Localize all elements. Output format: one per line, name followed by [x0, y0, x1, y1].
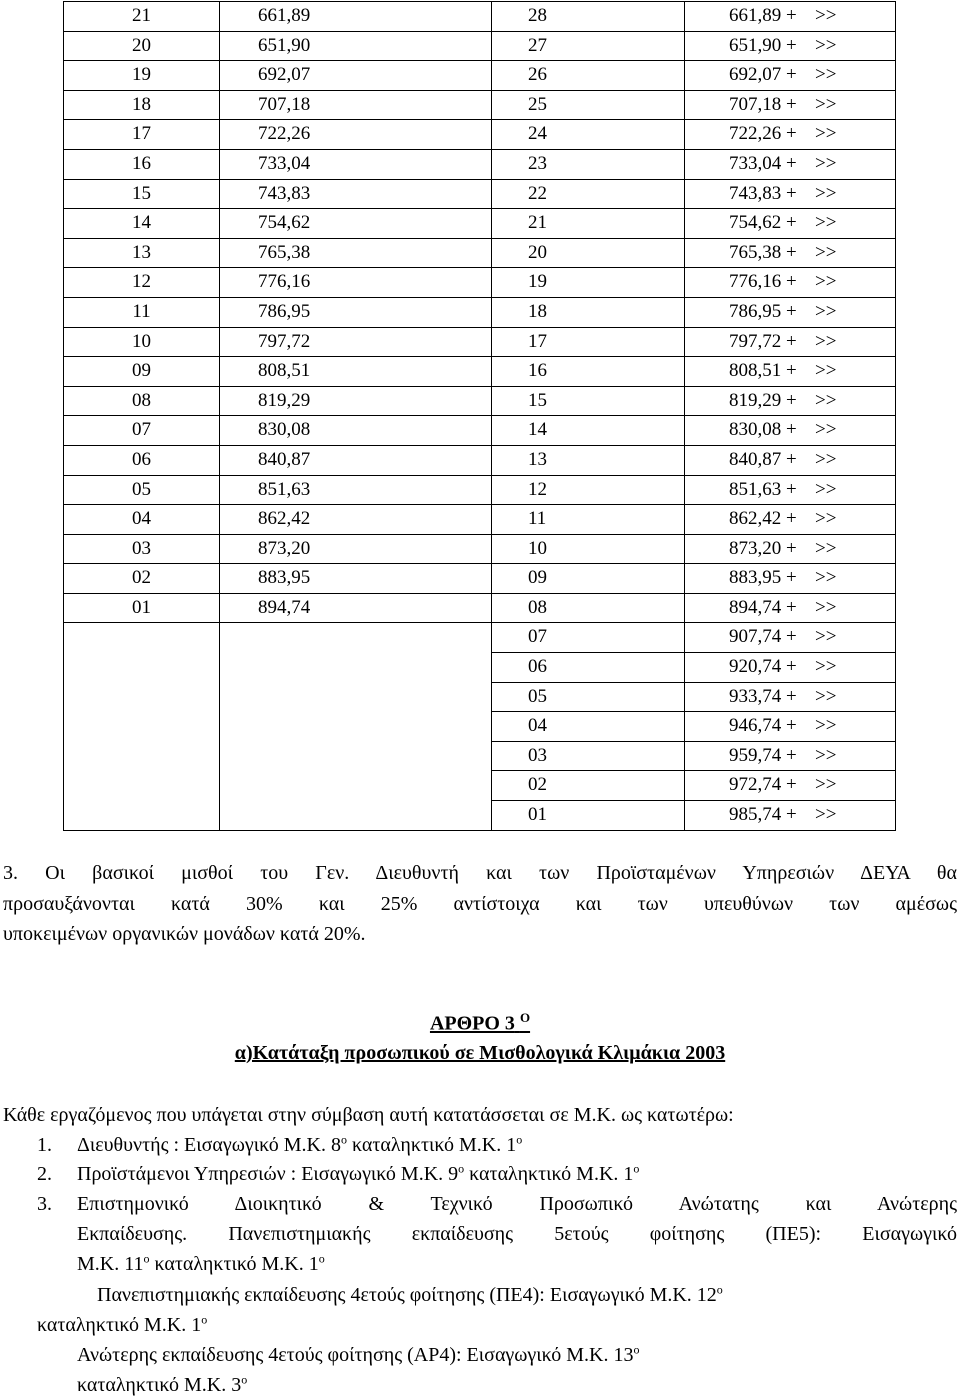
old-step-cell: 16	[64, 149, 220, 179]
te4-line-2-sup: ο	[241, 1372, 248, 1387]
new-salary-cell	[685, 2, 896, 32]
old-salary-cell: 661,89	[220, 2, 492, 32]
old-salary-cell: 851,63	[220, 475, 492, 505]
table-row	[64, 31, 896, 61]
paragraph-3-line-3: υποκειμένων οργανικών μονάδων κατά 20%.	[3, 923, 366, 945]
old-salary-cell: 743,83	[220, 179, 492, 209]
new-step-cell: 25	[492, 90, 685, 120]
suffix-value: >>	[815, 596, 837, 618]
old-step-cell	[64, 712, 220, 742]
new-step-cell: 28	[492, 2, 685, 32]
new-salary-value: 819,29 +	[729, 389, 797, 411]
new-salary-value: 743,83 +	[729, 182, 797, 204]
table-row	[64, 149, 896, 179]
paragraph-3-line-1: 3. Οι βασικοί μισθοί του Γεν. Διευθυντή και των Προϊσταμένων Υπηρεσιών ΔΕΥΑ θα	[3, 862, 957, 884]
old-salary-cell: 786,95	[220, 297, 492, 327]
new-step-cell: 07	[492, 623, 685, 653]
new-salary-cell	[685, 327, 896, 357]
old-step-cell: 11	[64, 297, 220, 327]
new-step-cell: 12	[492, 475, 685, 505]
suffix-value: >>	[815, 271, 837, 293]
new-salary-value: 851,63 +	[729, 478, 797, 500]
table-row	[64, 505, 896, 535]
old-salary-cell: 883,95	[220, 564, 492, 594]
new-salary-value: 797,72 +	[729, 330, 797, 352]
old-salary-cell	[220, 801, 492, 831]
new-step-cell: 24	[492, 120, 685, 150]
list-item-3-line-3-sup-2: ο	[318, 1251, 325, 1266]
new-salary-cell	[685, 238, 896, 268]
suffix-value: >>	[815, 152, 837, 174]
new-salary-cell	[685, 623, 896, 653]
suffix-value: >>	[815, 93, 837, 115]
list-item-2-sup-2: ο	[633, 1161, 640, 1176]
old-step-cell: 07	[64, 416, 220, 446]
new-salary-value: 651,90 +	[729, 34, 797, 56]
new-salary-value: 959,74 +	[729, 744, 797, 766]
list-item-3-line-3-b: καταληκτικό Μ.Κ. 1	[149, 1253, 319, 1275]
list-item-2-part-b: καταληκτικό Μ.Κ. 1	[464, 1163, 634, 1185]
new-salary-cell	[685, 505, 896, 535]
old-salary-cell: 830,08	[220, 416, 492, 446]
old-step-cell	[64, 653, 220, 683]
suffix-value: >>	[815, 715, 837, 737]
old-salary-cell: 894,74	[220, 593, 492, 623]
new-salary-cell	[685, 534, 896, 564]
new-step-cell: 02	[492, 771, 685, 801]
new-step-cell: 15	[492, 386, 685, 416]
old-step-cell: 21	[64, 2, 220, 32]
old-step-cell: 10	[64, 327, 220, 357]
list-item-1-sup-1: ο	[340, 1132, 347, 1147]
old-salary-cell	[220, 712, 492, 742]
new-salary-cell	[685, 564, 896, 594]
suffix-value: >>	[815, 419, 837, 441]
new-salary-cell	[685, 771, 896, 801]
new-salary-value: 920,74 +	[729, 656, 797, 678]
pe4-line-1-text: Πανεπιστημιακής εκπαίδευσης 4ετούς φοίτησης (ΠΕ4): Εισαγωγικό Μ.Κ. 12	[97, 1284, 717, 1306]
table-row	[64, 327, 896, 357]
list-item-3-line-2: Εκπαίδευσης. Πανεπιστημιακής εκπαίδευσης 5ετούς φοίτησης (ΠΕ5): Εισαγωγικό	[77, 1223, 957, 1245]
pe4-line-1	[37, 1280, 957, 1310]
suffix-value: >>	[815, 182, 837, 204]
new-salary-value: 692,07 +	[729, 64, 797, 86]
old-salary-cell	[220, 771, 492, 801]
table-row	[64, 623, 896, 653]
new-salary-value: 733,04 +	[729, 152, 797, 174]
old-step-cell: 20	[64, 31, 220, 61]
new-step-cell: 09	[492, 564, 685, 594]
suffix-value: >>	[815, 567, 837, 589]
suffix-value: >>	[815, 123, 837, 145]
table-row	[64, 534, 896, 564]
table-row	[64, 682, 896, 712]
new-salary-cell	[685, 120, 896, 150]
list-item-2-text	[77, 1159, 957, 1189]
article-title-sup: Ο	[519, 1010, 531, 1025]
old-salary-cell	[220, 682, 492, 712]
suffix-value: >>	[815, 685, 837, 707]
old-salary-cell: 797,72	[220, 327, 492, 357]
new-salary-cell	[685, 445, 896, 475]
new-salary-cell	[685, 653, 896, 683]
new-salary-value: 707,18 +	[729, 93, 797, 115]
new-salary-cell	[685, 741, 896, 771]
table-row	[64, 386, 896, 416]
list-item-2-part-a: Προϊστάμενοι Υπηρεσιών : Εισαγωγικό Μ.Κ. 9	[77, 1163, 459, 1185]
table-row	[64, 90, 896, 120]
new-salary-value: 907,74 +	[729, 626, 797, 648]
table-row	[64, 179, 896, 209]
new-step-cell: 17	[492, 327, 685, 357]
old-step-cell: 14	[64, 209, 220, 239]
suffix-value: >>	[815, 626, 837, 648]
new-salary-cell	[685, 297, 896, 327]
new-step-cell: 03	[492, 741, 685, 771]
suffix-value: >>	[815, 360, 837, 382]
new-salary-value: 786,95 +	[729, 300, 797, 322]
new-step-cell: 04	[492, 712, 685, 742]
list-item-3-line-3-sup-1: ο	[143, 1251, 150, 1266]
article-title	[0, 1010, 960, 1036]
new-salary-value: 894,74 +	[729, 596, 797, 618]
table-row	[64, 593, 896, 623]
suffix-value: >>	[815, 478, 837, 500]
new-step-cell: 26	[492, 61, 685, 91]
new-salary-cell	[685, 386, 896, 416]
suffix-value: >>	[815, 656, 837, 678]
list-item-3-number: 3.	[37, 1193, 52, 1215]
new-step-cell: 01	[492, 801, 685, 831]
te4-paragraph	[77, 1340, 957, 1400]
list-item-3-line-1: Επιστημονικό Διοικητικό & Τεχνικό Προσωπικό Ανώτατης και Ανώτερης	[77, 1193, 957, 1215]
new-salary-value: 946,74 +	[729, 715, 797, 737]
new-salary-value: 776,16 +	[729, 271, 797, 293]
old-salary-cell	[220, 741, 492, 771]
old-step-cell: 13	[64, 238, 220, 268]
old-salary-cell: 862,42	[220, 505, 492, 535]
pe4-paragraph	[37, 1280, 957, 1340]
article-title-text: ΑΡΘΡΟ 3	[429, 1012, 515, 1035]
table-row	[64, 475, 896, 505]
suffix-value: >>	[815, 448, 837, 470]
suffix-value: >>	[815, 64, 837, 86]
old-step-cell: 17	[64, 120, 220, 150]
table-row	[64, 297, 896, 327]
new-salary-value: 754,62 +	[729, 212, 797, 234]
new-salary-value: 722,26 +	[729, 123, 797, 145]
old-step-cell: 05	[64, 475, 220, 505]
table-row	[64, 209, 896, 239]
old-salary-cell: 722,26	[220, 120, 492, 150]
table-row	[64, 268, 896, 298]
old-salary-cell: 651,90	[220, 31, 492, 61]
new-step-cell: 20	[492, 238, 685, 268]
old-salary-cell: 707,18	[220, 90, 492, 120]
suffix-value: >>	[815, 804, 837, 826]
old-salary-cell: 840,87	[220, 445, 492, 475]
old-step-cell: 18	[64, 90, 220, 120]
pe4-line-1-sup: ο	[716, 1282, 723, 1297]
new-salary-value: 862,42 +	[729, 508, 797, 530]
table-row	[64, 771, 896, 801]
salary-scale-table	[63, 1, 896, 831]
old-salary-cell: 873,20	[220, 534, 492, 564]
new-salary-cell	[685, 90, 896, 120]
suffix-value: >>	[815, 389, 837, 411]
old-step-cell: 09	[64, 357, 220, 387]
old-step-cell: 19	[64, 61, 220, 91]
old-salary-cell	[220, 623, 492, 653]
new-step-cell: 05	[492, 682, 685, 712]
list-item-1-part-a: Διευθυντής : Εισαγωγικό Μ.Κ. 8	[77, 1134, 341, 1156]
article-subtitle: α)Κατάταξη προσωπικού σε Μισθολογικά Κλιμάκια 2003	[234, 1042, 726, 1064]
old-salary-cell: 765,38	[220, 238, 492, 268]
old-salary-cell: 692,07	[220, 61, 492, 91]
suffix-value: >>	[815, 537, 837, 559]
new-step-cell: 08	[492, 593, 685, 623]
list-item-1-sup-2: ο	[516, 1132, 523, 1147]
list-item-3-line-3-a: Μ.Κ. 11	[77, 1253, 144, 1275]
table-row	[64, 357, 896, 387]
te4-line-1	[77, 1340, 957, 1370]
old-step-cell: 08	[64, 386, 220, 416]
suffix-value: >>	[815, 300, 837, 322]
te4-line-2-text: καταληκτικό Μ.Κ. 3	[77, 1374, 242, 1396]
new-step-cell: 19	[492, 268, 685, 298]
old-step-cell: 01	[64, 593, 220, 623]
old-step-cell	[64, 771, 220, 801]
table-row	[64, 801, 896, 831]
table-row	[64, 712, 896, 742]
list-item-3-line-3	[77, 1249, 957, 1279]
new-salary-cell	[685, 179, 896, 209]
new-salary-cell	[685, 149, 896, 179]
new-salary-cell	[685, 593, 896, 623]
old-salary-cell	[220, 653, 492, 683]
table-row	[64, 238, 896, 268]
new-salary-value: 985,74 +	[729, 804, 797, 826]
new-step-cell: 13	[492, 445, 685, 475]
new-salary-cell	[685, 475, 896, 505]
pe4-line-2	[37, 1310, 957, 1340]
list-item-1-number: 1.	[37, 1134, 52, 1156]
te4-line-1-text: Ανώτερης εκπαίδευσης 4ετούς φοίτησης (ΑΡ4): Εισαγωγικό Μ.Κ. 13	[77, 1344, 634, 1366]
te4-line-1-sup: ο	[633, 1342, 640, 1357]
suffix-value: >>	[815, 774, 837, 796]
new-salary-cell	[685, 682, 896, 712]
old-salary-cell: 754,62	[220, 209, 492, 239]
new-step-cell: 23	[492, 149, 685, 179]
paragraph-3-line-2: προσαυξάνονται κατά 30% και 25% αντίστοιχα και των υπευθύνων των αμέσως	[3, 892, 957, 915]
list-item-3-text	[77, 1189, 957, 1279]
list-item-1-text	[77, 1130, 957, 1160]
old-salary-cell: 776,16	[220, 268, 492, 298]
new-step-cell: 11	[492, 505, 685, 535]
new-salary-cell	[685, 416, 896, 446]
new-salary-value: 972,74 +	[729, 774, 797, 796]
table-row	[64, 445, 896, 475]
table-row	[64, 564, 896, 594]
new-salary-cell	[685, 209, 896, 239]
new-step-cell: 10	[492, 534, 685, 564]
new-step-cell: 16	[492, 357, 685, 387]
suffix-value: >>	[815, 34, 837, 56]
old-step-cell	[64, 801, 220, 831]
intro-text: Κάθε εργαζόμενος που υπάγεται στην σύμβαση αυτή κατατάσσεται σε Μ.Κ. ως κατωτέρω:	[3, 1104, 734, 1126]
suffix-value: >>	[815, 212, 837, 234]
old-step-cell: 12	[64, 268, 220, 298]
new-step-cell: 21	[492, 209, 685, 239]
suffix-value: >>	[815, 508, 837, 530]
old-salary-cell: 819,29	[220, 386, 492, 416]
old-step-cell: 03	[64, 534, 220, 564]
new-salary-value: 830,08 +	[729, 419, 797, 441]
new-salary-cell	[685, 61, 896, 91]
new-salary-cell	[685, 31, 896, 61]
new-salary-value: 765,38 +	[729, 241, 797, 263]
new-salary-cell	[685, 801, 896, 831]
table-row	[64, 741, 896, 771]
old-step-cell	[64, 682, 220, 712]
te4-line-2	[77, 1370, 957, 1400]
new-step-cell: 06	[492, 653, 685, 683]
salary-scale-table-body	[64, 2, 896, 831]
new-step-cell: 27	[492, 31, 685, 61]
list-item-2-number: 2.	[37, 1163, 52, 1185]
new-salary-value: 661,89 +	[729, 5, 797, 26]
table-row	[64, 61, 896, 91]
table-row	[64, 416, 896, 446]
new-step-cell: 18	[492, 297, 685, 327]
suffix-value: >>	[815, 241, 837, 263]
old-salary-cell: 808,51	[220, 357, 492, 387]
pe4-line-2-sup: ο	[201, 1312, 208, 1327]
list-item-1-part-b: καταληκτικό Μ.Κ. 1	[346, 1134, 517, 1156]
suffix-value: >>	[815, 744, 837, 766]
old-step-cell	[64, 623, 220, 653]
table-row	[64, 653, 896, 683]
old-step-cell	[64, 741, 220, 771]
table-row	[64, 2, 896, 32]
new-salary-value: 933,74 +	[729, 685, 797, 707]
suffix-value: >>	[815, 330, 837, 352]
new-salary-cell	[685, 712, 896, 742]
new-salary-cell	[685, 357, 896, 387]
old-step-cell: 06	[64, 445, 220, 475]
new-salary-value: 840,87 +	[729, 448, 797, 470]
new-salary-value: 873,20 +	[729, 537, 797, 559]
new-salary-cell	[685, 268, 896, 298]
old-step-cell: 04	[64, 505, 220, 535]
new-salary-value: 883,95 +	[729, 567, 797, 589]
new-step-cell: 14	[492, 416, 685, 446]
old-step-cell: 15	[64, 179, 220, 209]
suffix-value: >>	[815, 5, 837, 26]
pe4-line-2-text: καταληκτικό Μ.Κ. 1	[37, 1314, 202, 1336]
table-row	[64, 120, 896, 150]
old-salary-cell: 733,04	[220, 149, 492, 179]
old-step-cell: 02	[64, 564, 220, 594]
new-step-cell: 22	[492, 179, 685, 209]
paragraph-3	[3, 858, 957, 950]
list-item-2-sup-1: ο	[458, 1161, 465, 1176]
new-salary-value: 808,51 +	[729, 360, 797, 382]
